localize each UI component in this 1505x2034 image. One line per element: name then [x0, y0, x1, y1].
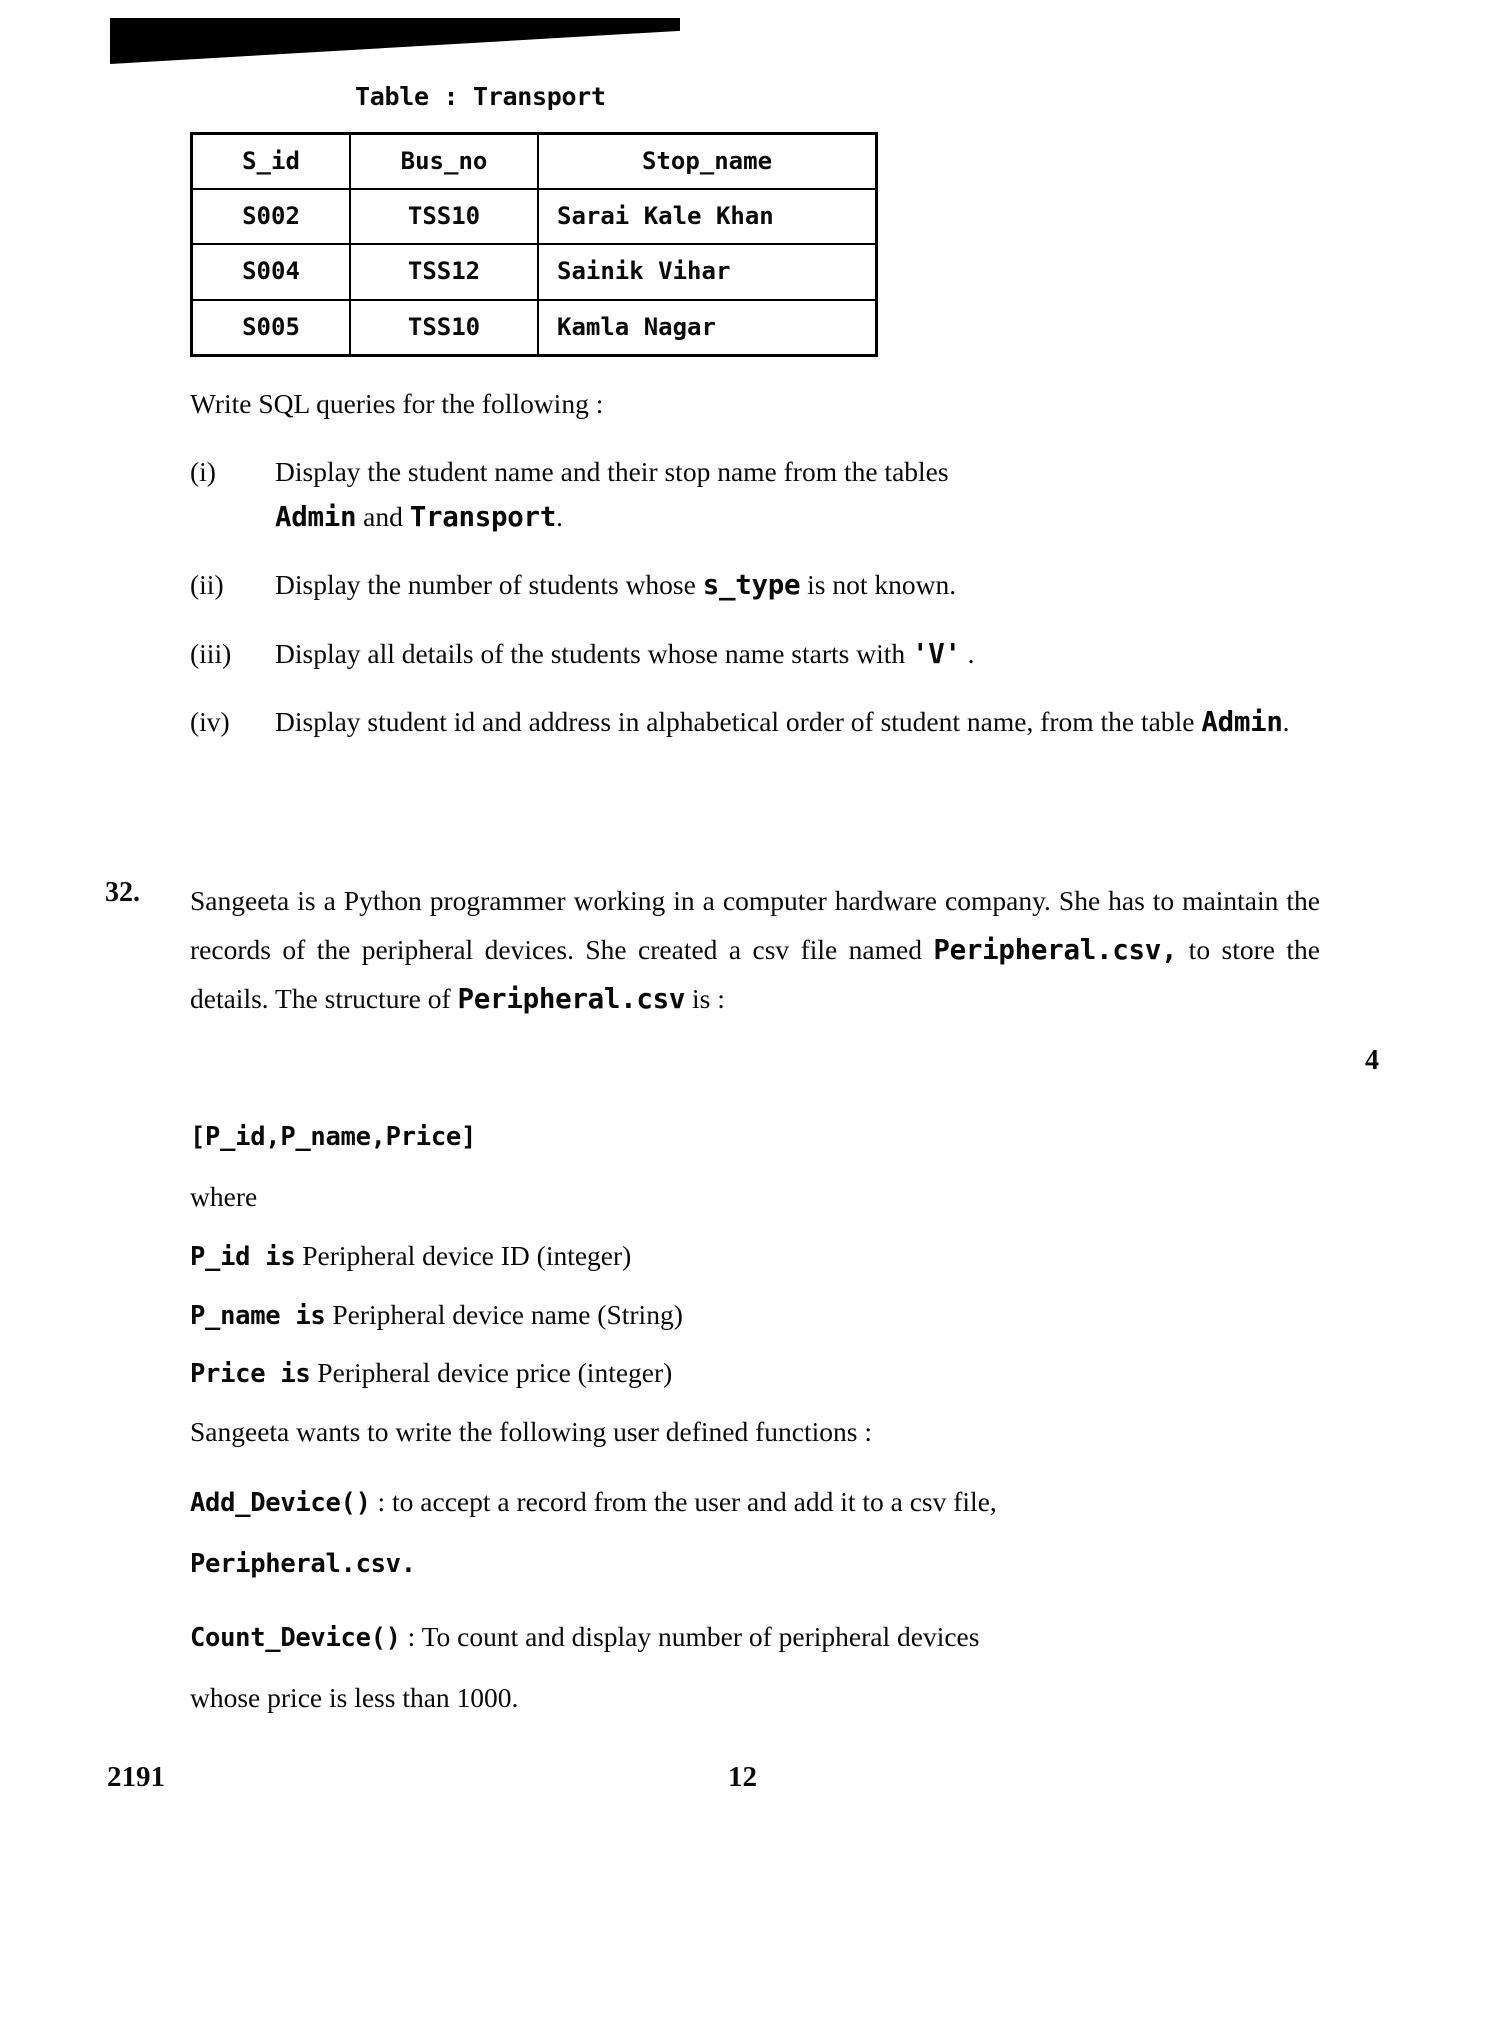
- cell-bus-no: TSS10: [350, 300, 538, 356]
- footer-paper-code: 2191: [107, 1761, 165, 1793]
- list-item: [190, 632, 1320, 677]
- inline-code-admin: Admin: [275, 500, 357, 533]
- inline-code-peripheral-csv-1: Peripheral.csv,: [933, 933, 1178, 966]
- field-code-p-name: P_name is: [190, 1300, 326, 1331]
- cell-bus-no: TSS10: [350, 189, 538, 244]
- question-body: [190, 877, 1320, 1024]
- cell-s-id: S005: [192, 300, 351, 356]
- function-add-device-cont: [190, 1541, 1325, 1586]
- cell-stop-name: Sarai Kale Khan: [538, 189, 877, 244]
- field-code-price: Price is: [190, 1359, 311, 1389]
- function-descriptions: [190, 1480, 1325, 1736]
- table-header-row: [192, 134, 877, 190]
- scan-artifact-wedge: [110, 18, 680, 64]
- column-header-stop-name: Stop_name: [538, 134, 877, 190]
- list-item-text: Display all details of the students whose name starts with: [275, 637, 912, 669]
- inline-code-peripheral-csv-2: Peripheral.csv: [457, 982, 686, 1015]
- list-marker: (iii): [190, 637, 232, 669]
- marks-value: 4: [1365, 1045, 1379, 1076]
- table-row: [192, 244, 877, 299]
- csv-structure-line: [190, 1122, 1320, 1151]
- inline-code-s-type: s_type: [702, 569, 801, 602]
- list-item: [190, 450, 1320, 539]
- cell-stop-name: Sainik Vihar: [538, 244, 877, 299]
- question-32: [105, 877, 1320, 1024]
- list-item-text: Display the student name and their stop name from the tables: [275, 456, 949, 487]
- field-text-p-name: Peripheral device name (String): [325, 1298, 683, 1330]
- question-number: 32.: [105, 877, 140, 908]
- table-caption: Table : Transport: [355, 82, 606, 111]
- function-code-count-device: Count_Device(): [190, 1623, 401, 1654]
- list-marker: (iv): [190, 706, 230, 738]
- csv-structure-code: [P_id,P_name,Price]: [190, 1122, 476, 1152]
- field-code-p-id: P_id is: [190, 1242, 296, 1272]
- list-item-text-tail: .: [556, 500, 563, 532]
- list-marker: (i): [190, 456, 216, 487]
- sql-section-lead: Write SQL queries for the following :: [190, 388, 604, 419]
- inline-code-transport: Transport: [409, 500, 557, 533]
- table-row: [192, 189, 877, 244]
- function-code-add-device: Add_Device(): [190, 1488, 371, 1518]
- field-text-p-id: Peripheral device ID (integer): [295, 1240, 632, 1271]
- list-marker: (ii): [190, 569, 224, 601]
- field-text-price: Peripheral device price (integer): [310, 1357, 673, 1388]
- list-item-text: Display the number of students whose: [275, 569, 703, 601]
- list-item-text-tail: is not known.: [800, 569, 957, 601]
- csv-structure-details: [190, 1122, 1320, 1475]
- where-label: where: [190, 1180, 258, 1212]
- field-definition-price: [190, 1359, 1320, 1388]
- question-text-2: to store the details. The structure of: [190, 933, 1320, 1014]
- inline-code-admin-table: Admin: [1201, 706, 1283, 739]
- list-item-text-tail: .: [1282, 706, 1290, 738]
- question-text-3: is :: [685, 982, 725, 1014]
- column-header-bus-no: Bus_no: [350, 134, 538, 190]
- column-header-s-id: S_id: [192, 134, 351, 190]
- list-item-text-mid: and: [356, 500, 410, 532]
- cell-bus-no: TSS12: [350, 244, 538, 299]
- transport-table: [190, 132, 878, 357]
- inline-code-peripheral-csv-3: Peripheral.csv.: [190, 1548, 416, 1579]
- field-definition-p-id: [190, 1242, 1320, 1271]
- question-text-1: Sangeeta is a Python programmer working in a computer hardware company. She has to maintain the records of the peripheral devices. She created a csv file named: [190, 885, 1320, 965]
- functions-lead: Sangeeta wants to write the following user defined functions :: [190, 1415, 872, 1447]
- cell-stop-name: Kamla Nagar: [538, 300, 877, 356]
- cell-s-id: S002: [192, 189, 351, 244]
- function-text-add-device: : to accept a record from the user and add it to a csv file,: [370, 1486, 997, 1517]
- function-add-device: [190, 1480, 1325, 1525]
- list-item-text-tail: .: [960, 637, 975, 669]
- field-definition-p-name: [190, 1298, 1320, 1331]
- footer-page-number: 12: [728, 1761, 757, 1793]
- sql-query-list: [190, 450, 1320, 769]
- list-item: [190, 563, 1320, 608]
- inline-code-v-literal: 'V': [911, 637, 961, 670]
- list-item-text: Display student id and address in alphabetical order of student name, from the table: [275, 706, 1202, 738]
- table-row: [192, 300, 877, 356]
- list-item: [190, 700, 1320, 745]
- cell-s-id: S004: [192, 244, 351, 299]
- function-count-device: [190, 1615, 1325, 1660]
- function-count-device-cont: whose price is less than 1000.: [190, 1681, 519, 1713]
- function-text-count-device: : To count and display number of peripheral devices: [400, 1621, 980, 1653]
